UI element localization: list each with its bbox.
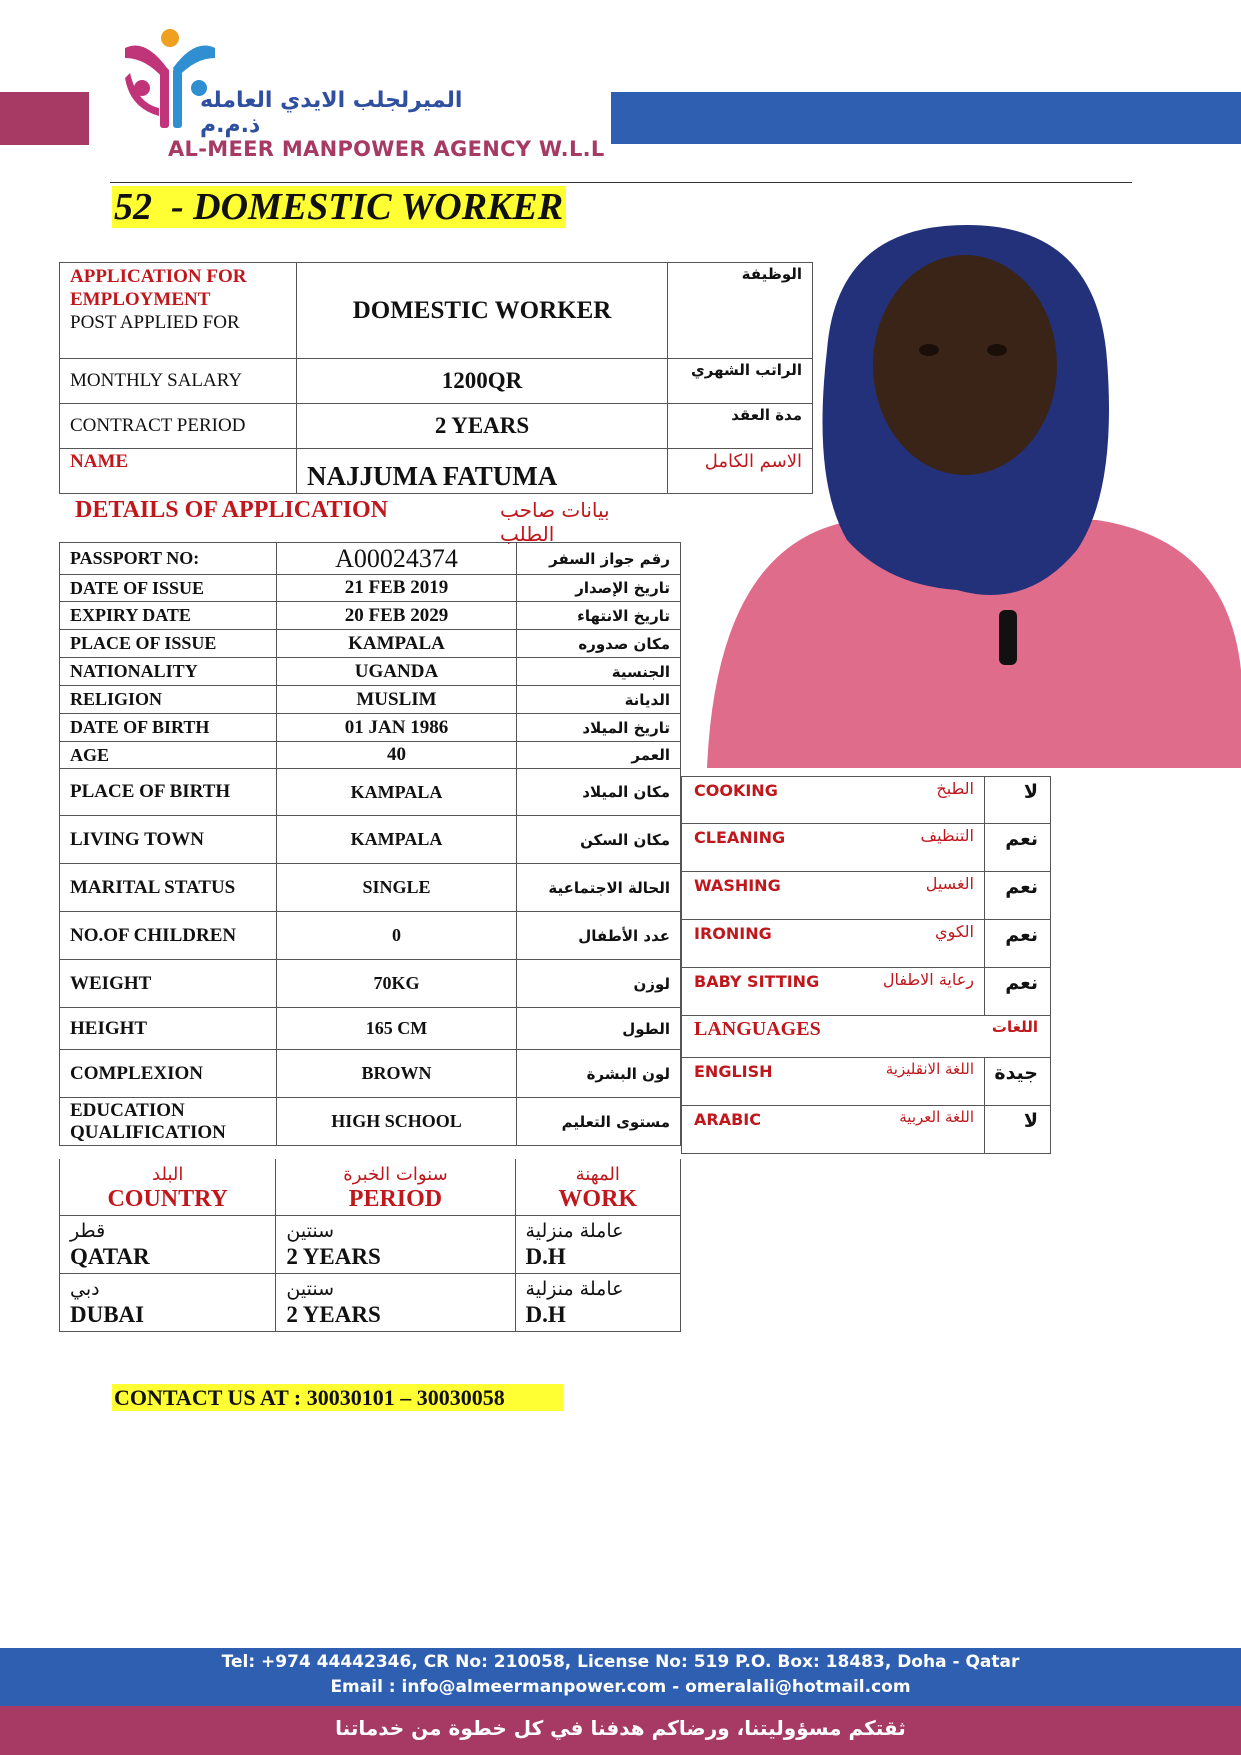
header-accent-bar-right: [611, 92, 1241, 144]
language-label: ENGLISH: [694, 1062, 773, 1081]
details-label: NO.OF CHILDREN: [60, 912, 277, 960]
experience-value: 2 YEARS: [286, 1302, 381, 1327]
details-row: [60, 543, 681, 575]
details-value: 01 JAN 1986: [277, 714, 517, 742]
details-value: 165 CM: [277, 1008, 517, 1050]
skill-arabic-label: الكوي: [935, 922, 974, 941]
experience-value: 2 YEARS: [286, 1244, 381, 1269]
details-row: [60, 658, 681, 686]
details-value: 40: [277, 742, 517, 769]
details-arabic-label: مكان الميلاد: [517, 769, 681, 816]
details-label: EDUCATION QUALIFICATION: [60, 1098, 277, 1146]
language-answer: لا: [985, 1106, 1051, 1154]
details-row: [60, 575, 681, 602]
details-arabic-label: تاريخ الإصدار: [517, 575, 681, 602]
details-label: MARITAL STATUS: [60, 864, 277, 912]
experience-header-cell: [515, 1159, 680, 1215]
post-applied-label: POST APPLIED FOR: [70, 312, 240, 333]
languages-label: LANGUAGES: [694, 1018, 821, 1040]
details-label: DATE OF ISSUE: [60, 575, 277, 602]
skill-label: WASHING: [694, 876, 781, 895]
details-row: [60, 630, 681, 658]
details-label: DATE OF BIRTH: [60, 714, 277, 742]
details-label: PLACE OF ISSUE: [60, 630, 277, 658]
details-value: 20 FEB 2029: [277, 602, 517, 630]
details-arabic-label: تاريخ الانتهاء: [517, 602, 681, 630]
page-title: 52 - DOMESTIC WORKER: [114, 186, 564, 228]
skill-arabic-label: التنظيف: [920, 826, 974, 845]
details-heading: DETAILS OF APPLICATION: [75, 497, 388, 523]
salary-value: 1200QR: [297, 359, 668, 404]
footer-contact-line: Tel: +974 44442346, CR No: 210058, License No: 519 P.O. Box: 18483, Doha - Qatar: [221, 1652, 1020, 1672]
post-value: DOMESTIC WORKER: [297, 263, 668, 359]
details-label: PASSPORT NO:: [60, 543, 277, 575]
details-label: EXPIRY DATE: [60, 602, 277, 630]
experience-header-cell: [60, 1159, 276, 1215]
details-arabic-label: مكان السكن: [517, 816, 681, 864]
experience-header-cell: [276, 1159, 515, 1215]
details-label: AGE: [60, 742, 277, 769]
details-value: BROWN: [277, 1050, 517, 1098]
header-divider: [110, 182, 1132, 183]
skill-row: [682, 824, 1051, 872]
skill-label: CLEANING: [694, 828, 786, 847]
experience-arabic-value: عاملة منزلية: [525, 1220, 624, 1242]
experience-row: [60, 1215, 681, 1273]
experience-header-row: [60, 1159, 681, 1215]
details-arabic-label: مكان صدوره: [517, 630, 681, 658]
details-row: [60, 816, 681, 864]
details-value: A00024374: [277, 543, 517, 575]
experience-arabic-value: دبي: [70, 1278, 100, 1300]
skill-arabic-label: الطبخ: [936, 779, 974, 798]
experience-row: [60, 1273, 681, 1331]
contract-label: CONTRACT PERIOD: [60, 404, 297, 449]
experience-cell: [60, 1215, 276, 1273]
contact-line: CONTACT US AT : 30030101 – 30030058: [114, 1385, 505, 1410]
skill-row: [682, 968, 1051, 1016]
details-arabic-label: تاريخ الميلاد: [517, 714, 681, 742]
post-arabic-label: الوظيفة: [668, 263, 813, 359]
skill-cell: [682, 824, 985, 872]
contract-arabic-label: مدة العقد: [668, 404, 813, 449]
skill-arabic-label: رعاية الاطفال: [882, 970, 974, 989]
experience-arabic-value: سنتين: [286, 1220, 334, 1242]
language-cell: [682, 1106, 985, 1154]
name-value: NAJJUMA FATUMA: [297, 449, 668, 494]
experience-cell: [515, 1215, 680, 1273]
skill-label: IRONING: [694, 924, 772, 943]
details-row: [60, 714, 681, 742]
skill-cell: [682, 872, 985, 920]
language-answer: جيدة: [985, 1058, 1051, 1106]
details-value: 70KG: [277, 960, 517, 1008]
details-value: UGANDA: [277, 658, 517, 686]
salary-arabic-label: الراتب الشهري: [668, 359, 813, 404]
experience-value: D.H: [525, 1302, 566, 1327]
skill-answer: نعم: [985, 872, 1051, 920]
languages-header-row: [682, 1016, 1051, 1058]
experience-cell: [60, 1273, 276, 1331]
experience-header-label: WORK: [558, 1185, 638, 1212]
details-row: [60, 602, 681, 630]
experience-table: [59, 1159, 681, 1332]
details-value: KAMPALA: [277, 769, 517, 816]
header-accent-bar-left: [0, 92, 89, 145]
details-label: WEIGHT: [60, 960, 277, 1008]
details-value: SINGLE: [277, 864, 517, 912]
experience-value: DUBAI: [70, 1302, 145, 1327]
details-value: HIGH SCHOOL: [277, 1098, 517, 1146]
contract-value: 2 YEARS: [297, 404, 668, 449]
details-label: LIVING TOWN: [60, 816, 277, 864]
name-label: NAME: [60, 449, 297, 494]
details-table: [59, 542, 681, 1146]
experience-arabic-value: سنتين: [286, 1278, 334, 1300]
experience-arabic-value: قطر: [70, 1220, 106, 1242]
details-row: [60, 1008, 681, 1050]
details-arabic-label: رقم جواز السفر: [517, 543, 681, 575]
skill-arabic-label: الغسيل: [925, 874, 974, 893]
name-arabic-label: الاسم الكامل: [668, 449, 813, 494]
salary-label: MONTHLY SALARY: [60, 359, 297, 404]
language-cell: [682, 1058, 985, 1106]
footer-email: Email : info@almeermanpower.com - omeralali@hotmail.com: [330, 1677, 911, 1697]
experience-header-arabic: المهنة: [575, 1163, 620, 1185]
language-arabic-label: اللغة العربية: [899, 1108, 974, 1126]
skill-row: [682, 920, 1051, 968]
details-arabic-label: الطول: [517, 1008, 681, 1050]
skill-label: BABY SITTING: [694, 972, 820, 991]
details-arabic-label: العمر: [517, 742, 681, 769]
experience-value: D.H: [525, 1244, 566, 1269]
experience-cell: [276, 1273, 515, 1331]
languages-arabic-label: اللغات: [991, 1018, 1038, 1036]
details-arabic-label: مستوى التعليم: [517, 1098, 681, 1146]
details-row: [60, 912, 681, 960]
experience-arabic-value: عاملة منزلية: [525, 1278, 624, 1300]
experience-header-label: PERIOD: [348, 1185, 443, 1212]
details-row: [60, 686, 681, 714]
experience-cell: [515, 1273, 680, 1331]
details-label: PLACE OF BIRTH: [60, 769, 277, 816]
details-label: HEIGHT: [60, 1008, 277, 1050]
details-row: [60, 1050, 681, 1098]
skill-row: [682, 777, 1051, 824]
skills-table: [681, 776, 1051, 1154]
skill-cell: [682, 968, 985, 1016]
details-arabic-label: الحالة الاجتماعية: [517, 864, 681, 912]
language-label: ARABIC: [694, 1110, 761, 1129]
skill-cell: [682, 777, 985, 824]
details-value: KAMPALA: [277, 630, 517, 658]
skill-answer: لا: [985, 777, 1051, 824]
language-row: [682, 1106, 1051, 1154]
footer-slogan: ثقتكم مسؤوليتنا، ورضاكم هدفنا في كل خطوة من خدماتنا: [335, 1716, 906, 1740]
experience-header-label: COUNTRY: [107, 1185, 228, 1212]
details-label: RELIGION: [60, 686, 277, 714]
details-heading-arabic: بيانات صاحب الطلب: [500, 498, 610, 546]
details-label: COMPLEXION: [60, 1050, 277, 1098]
details-arabic-label: لون البشرة: [517, 1050, 681, 1098]
application-for-employment-label: APPLICATION FOR EMPLOYMENT: [70, 266, 247, 310]
details-arabic-label: الجنسية: [517, 658, 681, 686]
details-value: MUSLIM: [277, 686, 517, 714]
details-row: [60, 742, 681, 769]
details-label: NATIONALITY: [60, 658, 277, 686]
skill-row: [682, 872, 1051, 920]
experience-header-arabic: سنوات الخبرة: [343, 1163, 448, 1185]
application-table: [59, 262, 813, 494]
company-name-arabic: الميرلجلب الايدي العامله ذ.م.م: [200, 88, 463, 138]
experience-header-arabic: البلد: [152, 1163, 184, 1185]
skill-answer: نعم: [985, 824, 1051, 872]
details-row: [60, 960, 681, 1008]
details-value: KAMPALA: [277, 816, 517, 864]
company-name-english: AL-MEER MANPOWER AGENCY W.L.L: [168, 137, 605, 161]
footer-email-line: [0, 1677, 1241, 1697]
languages-cell: [682, 1016, 1051, 1058]
experience-value: QATAR: [70, 1244, 150, 1269]
details-arabic-label: الديانة: [517, 686, 681, 714]
details-value: 0: [277, 912, 517, 960]
details-row: [60, 769, 681, 816]
language-row: [682, 1058, 1051, 1106]
skill-answer: نعم: [985, 920, 1051, 968]
skill-cell: [682, 920, 985, 968]
details-row: [60, 1098, 681, 1146]
details-value: 21 FEB 2019: [277, 575, 517, 602]
skill-answer: نعم: [985, 968, 1051, 1016]
details-arabic-label: عدد الأطفال: [517, 912, 681, 960]
language-arabic-label: اللغة الانقليزية: [885, 1060, 974, 1078]
details-arabic-label: لوزن: [517, 960, 681, 1008]
skill-label: COOKING: [694, 781, 778, 800]
experience-cell: [276, 1215, 515, 1273]
application-label-cell: [60, 263, 297, 359]
details-row: [60, 864, 681, 912]
